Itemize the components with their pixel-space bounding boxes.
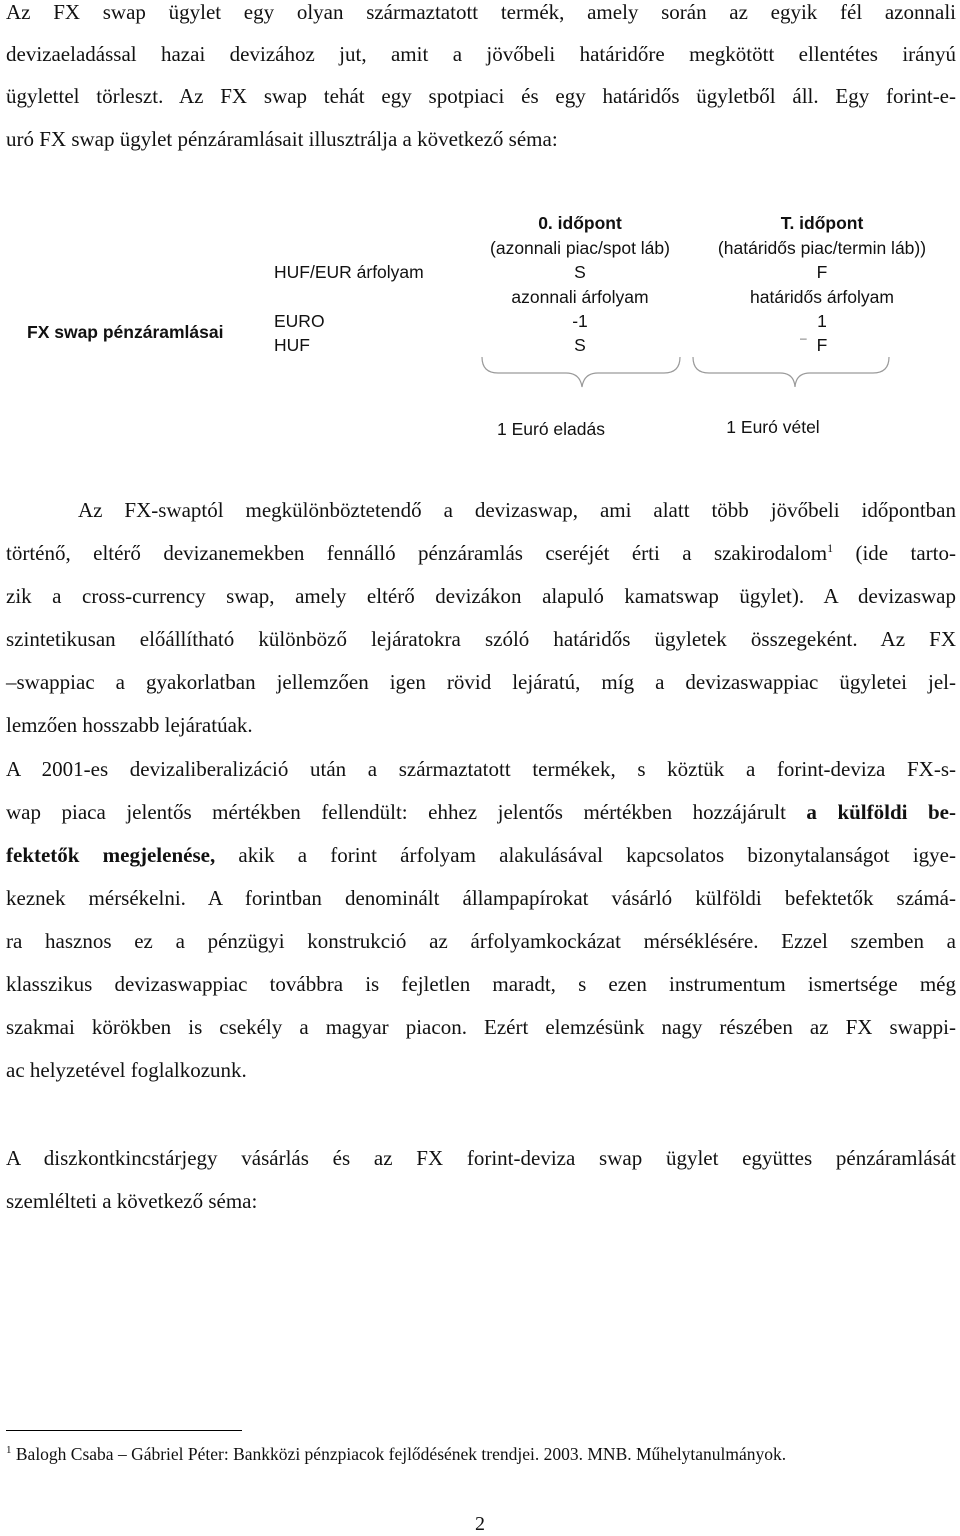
footnote [6, 1444, 786, 1465]
para3-line-3: fektetők megjelenése, akik a forint árfolyam alakulásával kapcsolatos bizonytalanságot igye- [6, 843, 956, 867]
para2-line-3: zik a cross-currency swap, amely eltérő devizákon alapuló kamatswap ügylet). A devizaswap [6, 584, 956, 608]
footnote-text: Balogh Csaba – Gábriel Péter: Bankközi pénzpiacok fejlődésének trendjei. 2003. MNB. Műhelytanulmányok. [11, 1444, 787, 1464]
brace-graphics [0, 195, 960, 455]
intro-line-2: devizaeladással hazai devizához jut, amit a jövőbeli határidőre megkötött ellentétes irányú [6, 42, 956, 66]
col0-rate-symbol: S [574, 262, 586, 282]
euro-label: EURO [274, 311, 325, 331]
colT-caption: 1 Euró vétel [726, 417, 820, 437]
col0-huf-value: S [574, 335, 586, 355]
footnote-ref: 1 [827, 541, 834, 555]
para2-line-4: szintetikusan előállítható különböző lejáratokra szóló határidős ügyletek összegeként. Az FX [6, 627, 956, 651]
huf-label: HUF [274, 335, 310, 355]
footnote-rule [6, 1430, 242, 1431]
para2-line-6: lemzően hosszabb lejáratúak. [6, 713, 253, 737]
para3-line-7: szakmai körökben is csekély a magyar piacon. Ezért elemzésünk nagy részében az FX swappi- [6, 1015, 956, 1039]
para3-line-6: klasszikus devizaswappiac továbbra is fejletlen maradt, s ezen instrumentum ismertsége még [6, 972, 956, 996]
para3-line-2: wap piaca jelentős mértékben fellendült: ehhez jelentős mértékben hozzájárult a külföldi be- [6, 800, 956, 824]
col0-euro-value: -1 [572, 311, 588, 331]
para4-line-1: A diszkontkincstárjegy vásárlás és az FX forint-deviza swap ügylet együttes pénzáramlását [6, 1146, 956, 1170]
colT-title: T. időpont [780, 213, 864, 233]
diagram-row-title: FX swap pénzáramlásai [27, 322, 224, 342]
fx-swap-diagram [0, 195, 960, 455]
para2-line-2: történő, eltérő devizanemekben fennálló pénzáramlás cseréjét érti a szakirodalom$^1$ (ide tarto- [6, 541, 956, 565]
para3-line-8: ac helyzetével foglalkozunk. [6, 1058, 247, 1082]
col0-rate-name: azonnali árfolyam [511, 287, 649, 307]
intro-line-1: Az FX swap ügylet egy olyan származtatott termék, amely során az egyik fél azonnali [6, 0, 956, 24]
para3-bold-a: a külföldi be- [806, 800, 956, 824]
para3-line-5: ra hasznos ez a pénzügyi konstrukció az árfolyamkockázat mérséklésére. Ezzel szemben a [6, 929, 956, 953]
intro-line-3: ügylettel törleszt. Az FX swap tehát egy spotpiaci és egy határidős ügyletből áll. Egy forint-e- [6, 84, 956, 108]
page-number: 2 [475, 1513, 485, 1535]
col0-title: 0. időpont [538, 213, 622, 233]
intro-line-4: uró FX swap ügylet pénzáramlásait illusztrálja a következő séma: [6, 127, 558, 151]
col0-caption: 1 Euró eladás [497, 419, 605, 439]
colT-brace [693, 357, 889, 387]
para3-line-1: A 2001-es devizaliberalizáció után a származtatott termékek, s köztük a forint-deviza FX-s- [6, 757, 956, 781]
para3-bold-b: fektetők megjelenése, [6, 843, 216, 867]
para4-line-2: szemlélteti a következő séma: [6, 1189, 258, 1213]
colT-rate-name: határidős árfolyam [750, 287, 894, 307]
col0-subtitle: (azonnali piac/spot láb) [490, 238, 670, 258]
para2-line-5: –swappiac a gyakorlatban jellemzően igen rövid lejáratú, míg a devizaswappiac ügyletei jel- [6, 670, 956, 694]
colT-rate-symbol: F [816, 262, 828, 282]
colT-subtitle: (határidős piac/termin láb)) [717, 238, 927, 258]
para3-line-4: keznek mérsékelni. A forintban denominált állampapírokat vásárló külföldi befektetők számá- [6, 886, 956, 910]
footnote-mark: 1 [6, 1444, 12, 1457]
rate-label: HUF/EUR árfolyam [274, 262, 424, 282]
colT-euro-value: 1 [817, 311, 827, 331]
para2-line-1: Az FX-swaptól megkülönböztetendő a devizaswap, ami alatt több jövőbeli időpontban [78, 498, 956, 522]
colT-huf-value: F [816, 335, 828, 355]
colT-huf-prefix: – [800, 331, 807, 345]
col0-brace [482, 357, 680, 387]
